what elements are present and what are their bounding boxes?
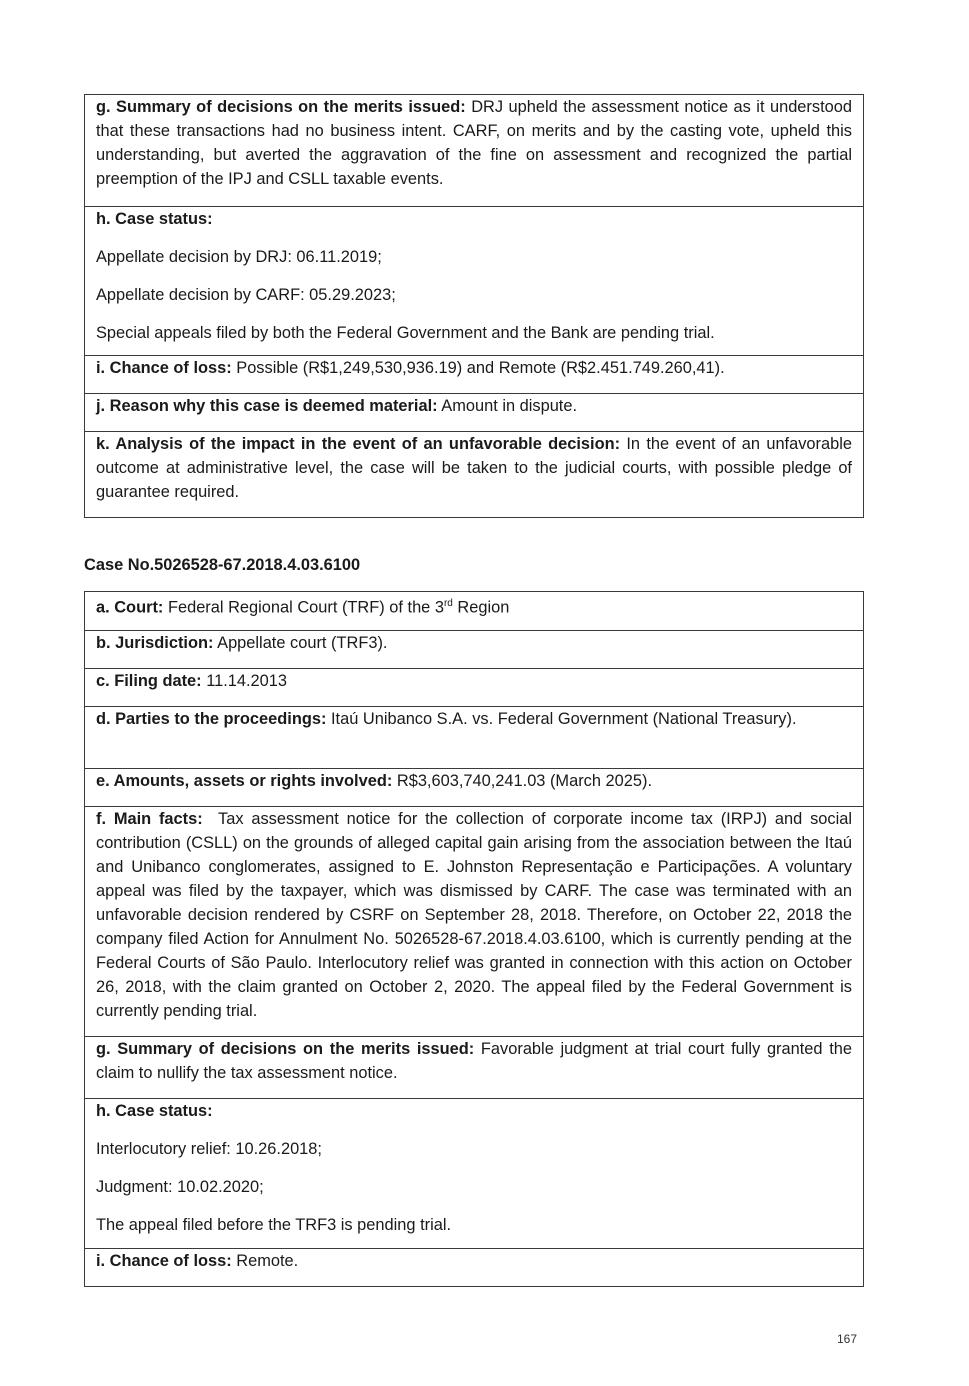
- label: k. Analysis of the impact in the event of an unfavorable decision:: [96, 435, 621, 453]
- page-number: 167: [837, 1332, 858, 1346]
- row-parties: [85, 706, 863, 768]
- row-reason-material: [85, 393, 863, 431]
- label: c. Filing date:: [96, 672, 202, 690]
- row-court: [85, 592, 863, 630]
- status-line: The appeal filed before the TRF3 is pending trial.: [96, 1216, 452, 1234]
- row-impact-analysis: [85, 431, 863, 517]
- row-case-status: [85, 206, 863, 355]
- row-summary-decisions: [85, 95, 863, 206]
- value: Favorable judgment at trial court fully granted the claim to nullify the tax assessment notice.: [96, 1040, 852, 1082]
- case-table: [84, 591, 864, 1287]
- status-line: Judgment: 10.02.2020;: [96, 1178, 264, 1196]
- label: h. Case status:: [96, 210, 213, 228]
- case-heading: Case No.5026528-67.2018.4.03.6100: [84, 556, 361, 574]
- value: Remote.: [231, 1252, 299, 1270]
- label: j. Reason why this case is deemed material:: [96, 397, 438, 415]
- label: b. Jurisdiction:: [96, 634, 214, 652]
- value: R$3,603,740,241.03 (March 2025).: [392, 772, 653, 790]
- value-suffix: Region: [452, 598, 510, 617]
- value: Federal Regional Court (TRF) of the 3: [163, 598, 444, 617]
- row-case-status: [85, 1098, 863, 1248]
- value: In the event of an unfavorable outcome at administrative level, the case will be taken to the judicial courts, with possible pledge of guarantee required.: [96, 435, 852, 501]
- row-summary-decisions: [85, 1036, 863, 1098]
- value: Tax assessment notice for the collection of corporate income tax (IRPJ) and social contribution (CSLL) on the grounds of alleged capital gain arising from the association between the Itaú and Unibanco conglomerates, assigned to E. Johnston Representação e Participações. A voluntary appeal was filed by the taxpayer, which was dismissed by CARF. The case was terminated with an unfavorable decision rendered by CSRF on September 28, 2018. Therefore, on October 22, 2018 the company filed Action for Annulment No. 5026528-67.2018.4.03.6100, which is currently pending at the Federal Courts of São Paulo. Interlocutory relief was granted in connection with this action on October 26, 2018, with the claim granted on October 2, 2020. The appeal filed by the Federal Government is currently pending trial.: [96, 810, 857, 1020]
- row-main-facts: [85, 806, 863, 1036]
- label: h. Case status:: [96, 1102, 213, 1120]
- label: e. Amounts, assets or rights involved:: [96, 772, 393, 790]
- value: 11.14.2013: [201, 672, 288, 690]
- label: i. Chance of loss:: [96, 1252, 232, 1270]
- value: Appellate court (TRF3).: [213, 634, 388, 652]
- status-line: Appellate decision by CARF: 05.29.2023;: [96, 286, 396, 304]
- label: f. Main facts:: [96, 810, 203, 828]
- row-chance-of-loss: [85, 355, 863, 393]
- row-jurisdiction: [85, 630, 863, 668]
- row-filing-date: [85, 668, 863, 706]
- label: d. Parties to the proceedings:: [96, 710, 327, 728]
- status-line: Appellate decision by DRJ: 06.11.2019;: [96, 248, 382, 266]
- row-amounts: [85, 768, 863, 806]
- label: a. Court:: [96, 598, 164, 617]
- value: Amount in dispute.: [437, 397, 578, 415]
- row-chance-of-loss: [85, 1248, 863, 1286]
- status-line: Special appeals filed by both the Federal Government and the Bank are pending trial.: [96, 324, 715, 342]
- label: i. Chance of loss:: [96, 359, 232, 377]
- status-line: Interlocutory relief: 10.26.2018;: [96, 1140, 322, 1158]
- value: DRJ upheld the assessment notice as it understood that these transactions had no business intent. CARF, on merits and by the casting vote, upheld this understanding, but averted the aggravation of the fine on assessment and recognized the partial preemption of the IPJ and CSLL taxable events.: [96, 98, 852, 188]
- value: Itaú Unibanco S.A. vs. Federal Government (National Treasury).: [326, 710, 797, 728]
- label: g. Summary of decisions on the merits issued:: [96, 98, 466, 116]
- value: Possible (R$1,249,530,936.19) and Remote (R$2.451.749.260,41).: [231, 359, 725, 377]
- label: g. Summary of decisions on the merits issued:: [96, 1040, 475, 1058]
- ordinal-suffix: rd: [443, 598, 453, 609]
- case-table-continued: [84, 94, 864, 518]
